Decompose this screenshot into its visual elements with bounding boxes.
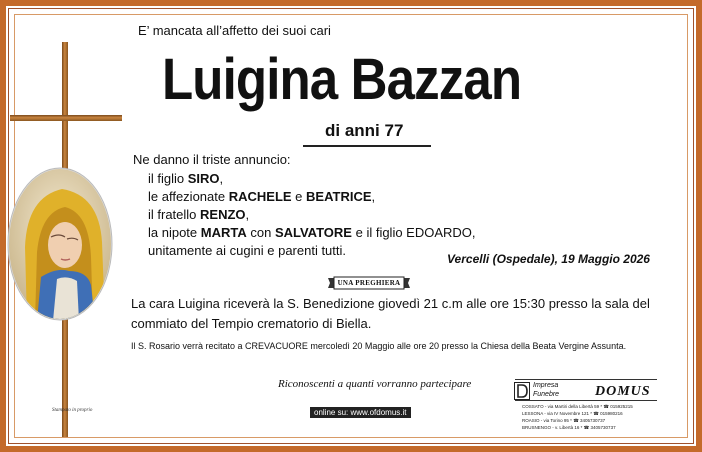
family-line: le affezionate RACHELE e BEATRICE, [148,189,376,204]
family-line: unitamente ai cugini e parenti tutti. [148,243,347,258]
place-date: Vercelli (Ospedale), 19 Maggio 2026 [447,252,650,266]
announce-lead: Ne danno il triste annuncio: [133,152,291,167]
deceased-name: Luigina Bazzan [162,47,522,112]
agency-branch: BRUSNENGO - v. Libertà 16 * ☎ 3405730737 [522,425,616,430]
printed-note: Stampato in proprio [52,408,93,413]
agency-sub-1: Impresa [533,382,559,389]
website-link[interactable]: online su: www.ofdomus.it [310,407,411,418]
agency-branch: COSSATO - via Martiri della Libertà 59 * ☎ 015925215 [522,404,633,409]
logo-rule [515,379,657,380]
agency-brand: DOMUS [595,384,651,399]
agency-sub-2: Funebre [533,391,560,398]
family-line: il fratello RENZO, [148,207,250,222]
prayer-label: UNA PREGHIERA [337,279,401,287]
cross-bar [10,115,122,121]
agency-branch: ROASIO - via Torino 95 * ☎ 3405730737 [522,418,606,423]
intro-text: E’ mancata all’affetto dei suoi cari [138,23,331,38]
thanks-text: Riconoscenti a quanti vorranno partecipare [278,378,472,390]
family-line: la nipote MARTA con SALVATORE e il figlio EDOARDO, [148,225,476,240]
age-underline [303,145,431,147]
rosary-line: Il S. Rosario verrà recitato a CREVACUORE mercoledì 20 Maggio alle ore 20 presso la Chiesa della Beata Vergine Assunta. [131,341,627,351]
madonna-image [7,167,113,321]
ceremony-line-1: La cara Luigina riceverà la S. Benedizione giovedì 21 c.m alle ore 15:30 presso la sala del [131,296,650,311]
ceremony-line-2: commiato del Tempio crematorio di Biella. [131,316,372,331]
age-text: di anni 77 [325,121,404,140]
domus-logo-icon [514,382,530,400]
logo-rule [515,400,657,401]
family-line: il figlio SIRO, [148,171,224,186]
agency-branch: LESSONA - via IV Novembre 121 * ☎ 015980216 [522,411,623,416]
